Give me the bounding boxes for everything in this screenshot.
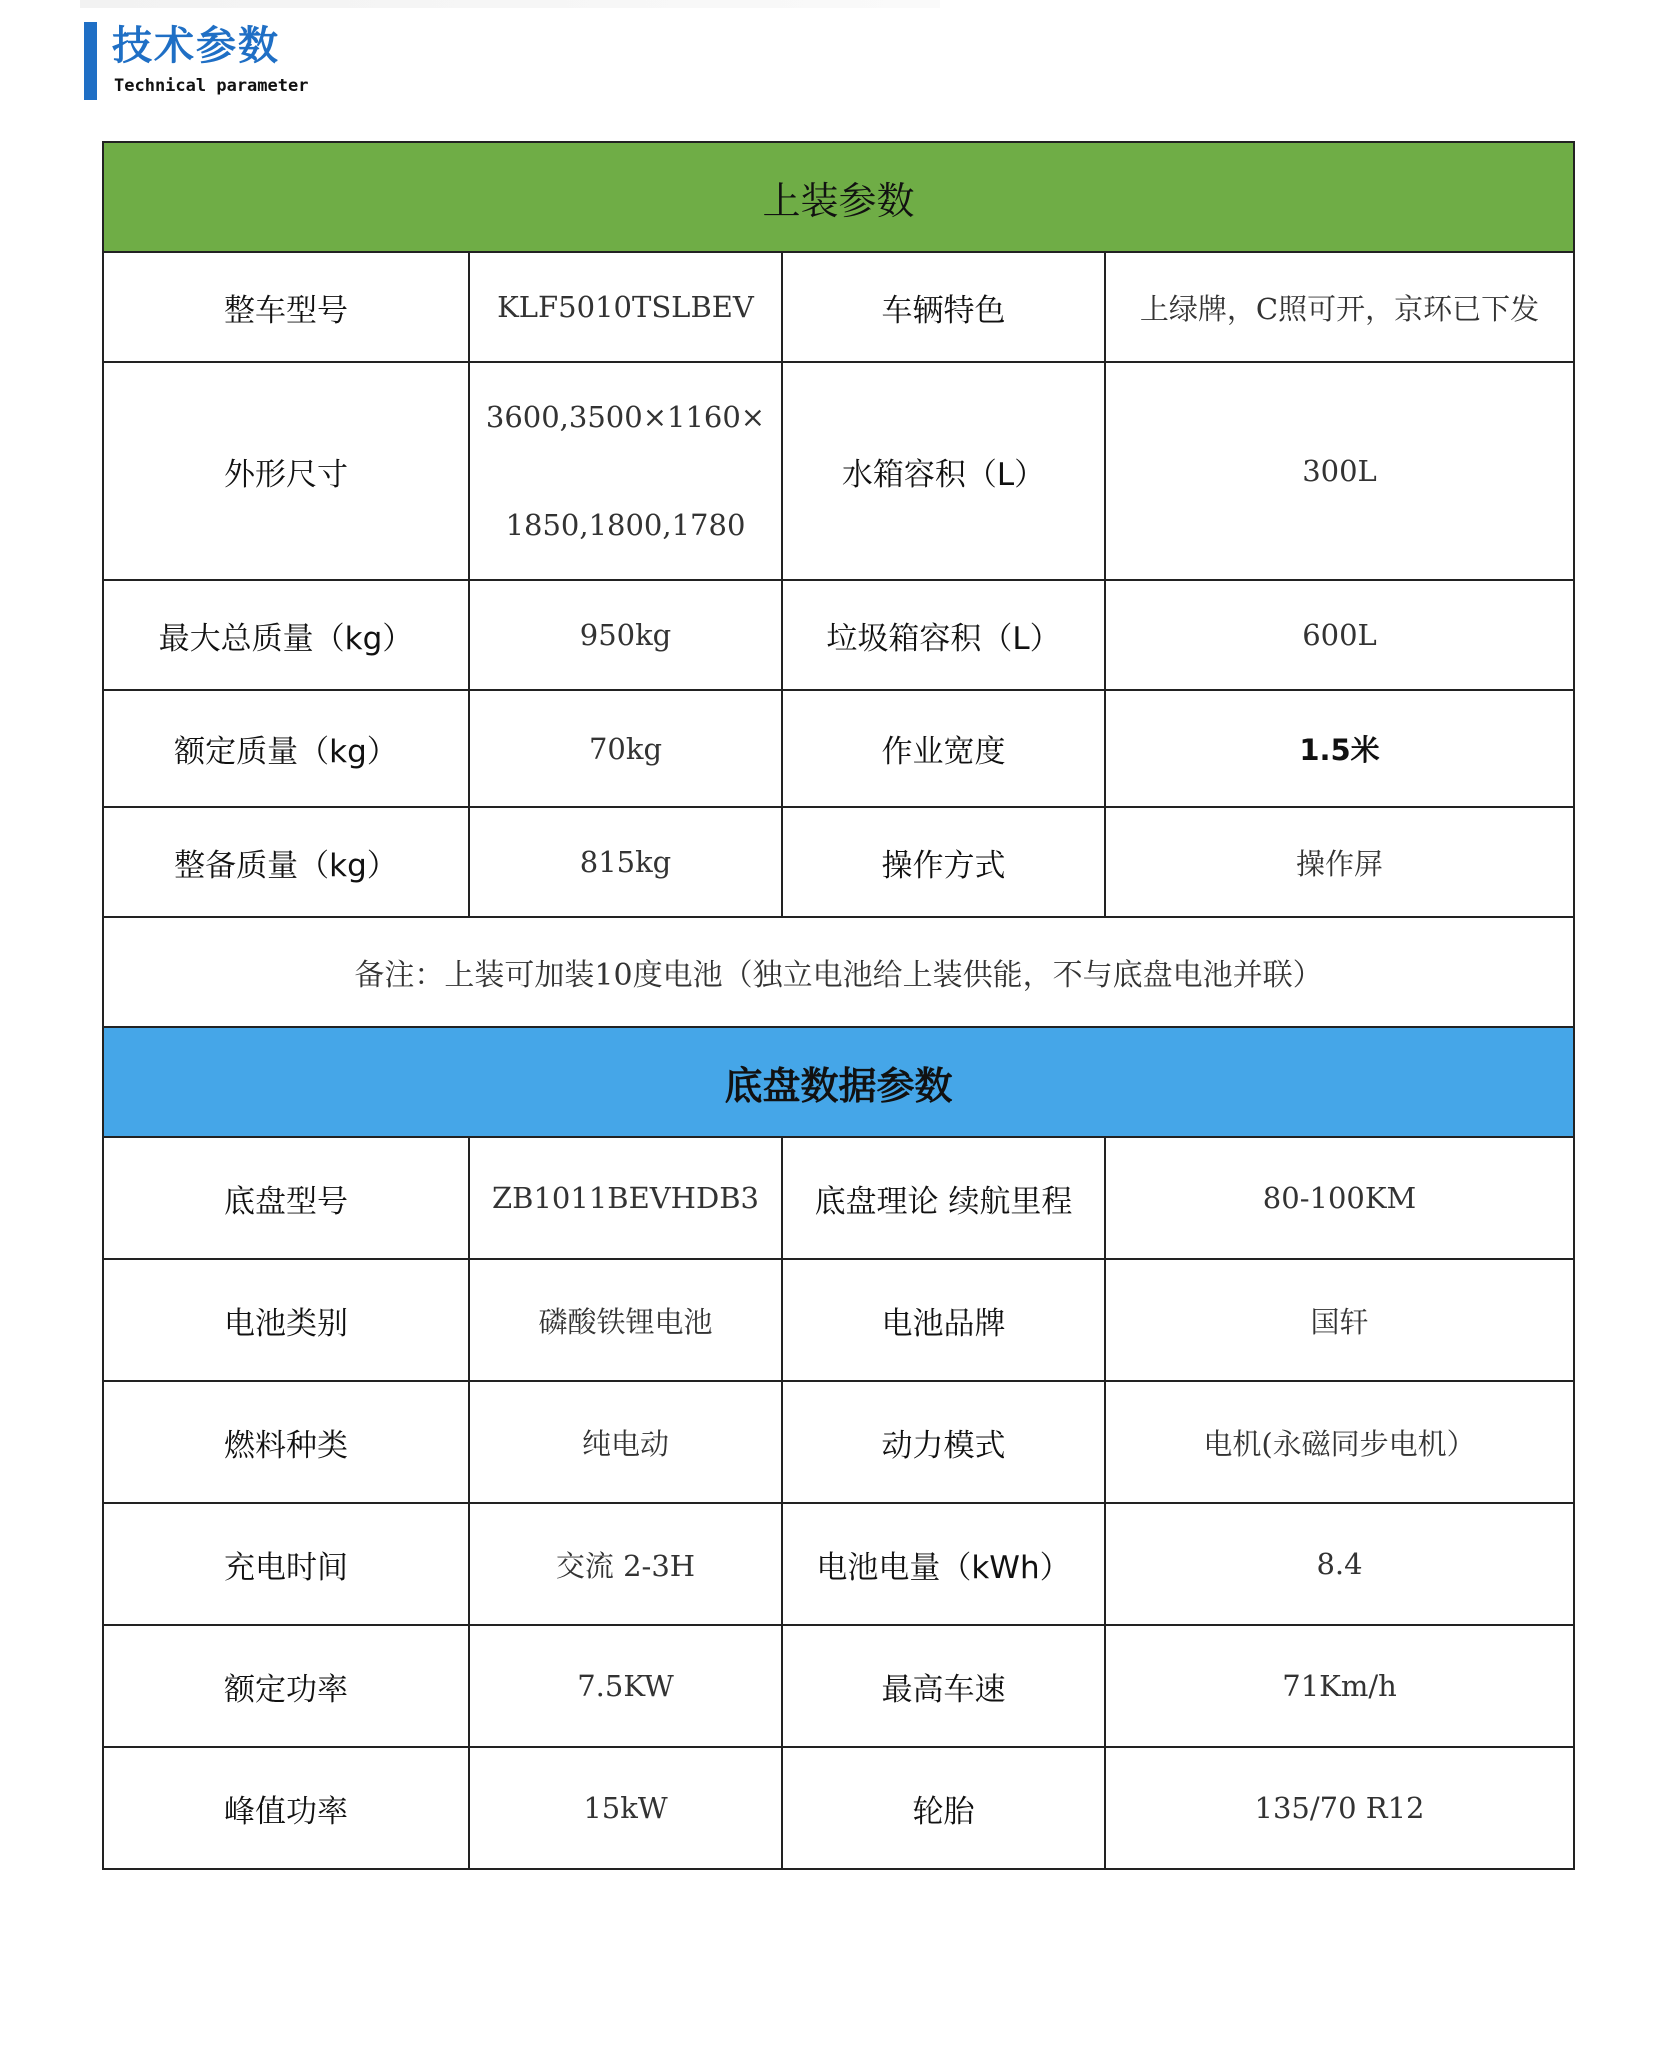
row-label: 动力模式 (782, 1381, 1105, 1503)
row-label: 车辆特色 (782, 252, 1105, 362)
table-row (103, 580, 1574, 690)
row-value: 71Km/h (1105, 1625, 1574, 1747)
row-label: 峰值功率 (103, 1747, 469, 1869)
upper-note: 备注：上装可加装10度电池（独立电池给上装供能，不与底盘电池并联） (103, 917, 1574, 1027)
row-label: 额定功率 (103, 1625, 469, 1747)
header-accent-bar (84, 22, 97, 100)
row-label: 整车型号 (103, 252, 469, 362)
row-label: 轮胎 (782, 1747, 1105, 1869)
row-value: 950kg (469, 580, 782, 690)
table-row (103, 362, 1574, 580)
row-value: 135/70 R12 (1105, 1747, 1574, 1869)
row-label: 作业宽度 (782, 690, 1105, 807)
row-value: 600L (1105, 580, 1574, 690)
row-value: 纯电动 (469, 1381, 782, 1503)
row-label: 电池电量（kWh） (782, 1503, 1105, 1625)
row-value: 70kg (469, 690, 782, 807)
table-row (103, 1381, 1574, 1503)
table-row (103, 1259, 1574, 1381)
table-row (103, 1137, 1574, 1259)
row-label: 最高车速 (782, 1625, 1105, 1747)
table-row (103, 1747, 1574, 1869)
dimension-line-1: 3600,3500×1160× (485, 400, 766, 434)
row-label: 底盘型号 (103, 1137, 469, 1259)
table-row (103, 252, 1574, 362)
row-label: 电池品牌 (782, 1259, 1105, 1381)
row-value: 交流 2-3H (469, 1503, 782, 1625)
top-divider (80, 0, 940, 8)
row-label: 底盘理论 续航里程 (782, 1137, 1105, 1259)
row-label: 操作方式 (782, 807, 1105, 917)
table-row (103, 690, 1574, 807)
row-label: 电池类别 (103, 1259, 469, 1381)
row-label: 充电时间 (103, 1503, 469, 1625)
table-row (103, 1503, 1574, 1625)
row-value: 磷酸铁锂电池 (469, 1259, 782, 1381)
spec-table (102, 141, 1575, 1870)
header-subtitle: Technical parameter (114, 76, 309, 96)
row-value: 国轩 (1105, 1259, 1574, 1381)
row-value: 80-100KM (1105, 1137, 1574, 1259)
chassis-section-row (103, 1027, 1574, 1137)
row-value: 8.4 (1105, 1503, 1574, 1625)
row-label: 额定质量（kg） (103, 690, 469, 807)
note-row (103, 917, 1574, 1027)
row-value: 操作屏 (1105, 807, 1574, 917)
upper-section-row (103, 142, 1574, 252)
table-row (103, 1625, 1574, 1747)
row-value: ZB1011BEVHDB3 (469, 1137, 782, 1259)
row-value: 7.5KW (469, 1625, 782, 1747)
chassis-section-title: 底盘数据参数 (103, 1027, 1574, 1137)
row-value: 815kg (469, 807, 782, 917)
row-value: 电机(永磁同步电机） (1105, 1381, 1574, 1503)
row-label: 整备质量（kg） (103, 807, 469, 917)
row-label: 外形尺寸 (103, 362, 469, 580)
row-value: KLF5010TSLBEV (469, 252, 782, 362)
header-title: 技术参数 (112, 23, 280, 69)
row-value: 上绿牌，C照可开，京环已下发 (1105, 252, 1574, 362)
row-label: 燃料种类 (103, 1381, 469, 1503)
upper-section-title: 上装参数 (103, 142, 1574, 252)
row-value: 15kW (469, 1747, 782, 1869)
dimension-line-2: 1850,1800,1780 (505, 508, 746, 542)
row-label: 垃圾箱容积（L） (782, 580, 1105, 690)
row-label: 最大总质量（kg） (103, 580, 469, 690)
row-value: 300L (1105, 362, 1574, 580)
dimension-value (469, 362, 782, 580)
row-label: 水箱容积（L） (782, 362, 1105, 580)
table-row (103, 807, 1574, 917)
row-value: 1.5米 (1105, 690, 1574, 807)
